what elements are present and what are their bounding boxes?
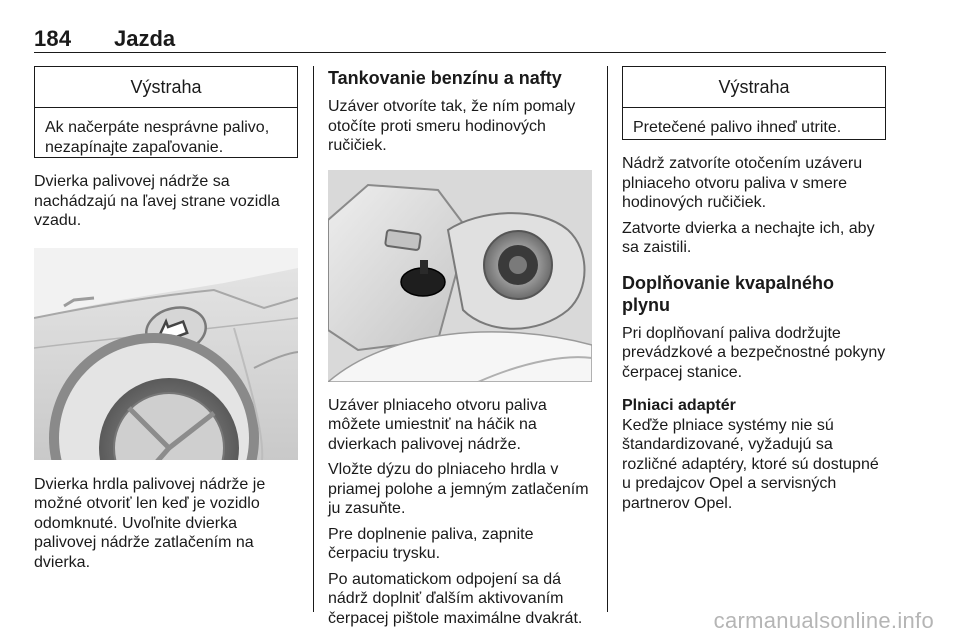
paragraph-switch-on: Pre doplnenie paliva, zapnite čerpaciu trysku. (328, 525, 534, 562)
paragraph-open-cap: Uzáver otvoríte tak, že ním pomaly otočíte proti smeru hodinových ručičiek. (328, 98, 576, 154)
watermark: carmanualsonline.info (713, 608, 934, 633)
warning-title: Výstraha (623, 67, 885, 108)
warning-text: Pretečené palivo ihneď utrite. (633, 119, 842, 136)
paragraph-close-cap: Nádrž zatvoríte otočením uzáveru plniaceho otvoru paliva v smere hodinových ručičiek. (622, 155, 863, 211)
column-2 (328, 66, 594, 628)
car-fuel-door-illustration (34, 248, 298, 460)
paragraph-adapters: Keďže plniace systémy nie sú štandardizované, vyžadujú sa rozličné adaptéry, ktoré sú dostupné u predajcov Opel a servisných partnerov Opel. (622, 416, 879, 512)
page-header (34, 26, 886, 53)
column-3 (622, 66, 886, 513)
section-title: Jazda (114, 26, 176, 51)
heading-refueling: Tankovanie benzínu a nafty (328, 68, 562, 88)
warning-text: Ak načerpáte nesprávne palivo, nezapínajte zapaľovanie. (45, 119, 270, 156)
warning-title: Výstraha (35, 67, 297, 108)
paragraph-insert-nozzle: Vložte dýzu do plniaceho hrdla v priamej polohe a jemným zatlačením ju zasuňte. (328, 461, 589, 517)
fuel-cap-illustration (328, 170, 592, 382)
paragraph-hang-cap: Uzáver plniaceho otvoru paliva môžete umiestniť na háčik na dvierkach palivovej nádrže. (328, 396, 547, 453)
paragraph-fuel-door-location: Dvierka palivovej nádrže sa nachádzajú na ľavej strane vozidla vzadu. (34, 173, 280, 229)
paragraph-fuel-door-open: Dvierka hrdla palivovej nádrže je možné otvoriť len keď je vozidlo odomknuté. Uvoľnite dvierka palivovej nádrže zatlačením na dvierka. (34, 475, 266, 571)
warning-box (34, 66, 298, 158)
paragraph-station-instructions: Pri doplňovaní paliva dodržujte prevádzkové a bezpečnostné pokyny čerpacej stanice. (622, 324, 886, 381)
subheading-filling-adapter: Plniaci adaptér (622, 397, 736, 414)
page-number: 184 (34, 26, 72, 51)
column-1 (34, 66, 298, 572)
paragraph-close-door: Zatvorte dvierka a nechajte ich, aby sa zaistili. (622, 219, 875, 256)
paragraph-auto-cutoff: Po automatickom odpojení sa dá nádrž doplniť ďalším aktivovaním čerpacej pištole maximálne dvakrát. (328, 570, 583, 627)
column-divider-2 (607, 66, 608, 612)
warning-box (622, 66, 886, 140)
column-divider-1 (313, 66, 314, 612)
heading-lpg-refueling: Doplňovanie kvapalného plynu (622, 272, 835, 315)
